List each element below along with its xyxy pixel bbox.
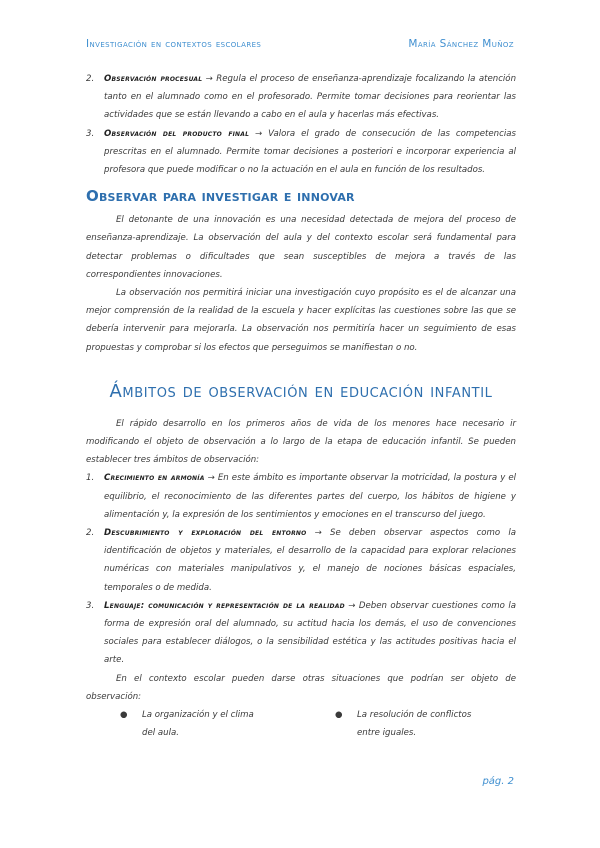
- bullet-text: La resolución de conflictos entre iguales.: [357, 710, 472, 739]
- item-text: Deben observar cuestiones como la forma de expresión oral del alumnado, su actitud hacia los demás, el uso de convenciones sociales para establecer diálogos, o la sensibilidad estética y las actitudes positivas hacia el arte.: [104, 600, 516, 666]
- arrow-right-icon: →: [314, 528, 322, 539]
- bullet-column: [86, 706, 301, 742]
- list-item: [301, 706, 516, 742]
- arrow-right-icon: →: [205, 74, 213, 84]
- item-text: Regula el proceso de enseñanza-aprendizaje focalizando la atención tanto en el alumnado como en el profesorado. Permite tomar decisiones para reorientar las actividades que se están llevando a cabo en el aula y hacerlas más efectivas.: [104, 74, 517, 121]
- item-text: Se deben observar aspectos como la identificación de objetos y materiales, el desarrollo de la capacidad para explorar relaciones numéricas con materiales manipulativos y, el manejo de nociones básicas espaciales, temporales o de medida.: [104, 528, 517, 593]
- header-author-name: María Sánchez Muñoz: [408, 38, 514, 50]
- scope-item: [86, 597, 516, 670]
- page-content: [86, 70, 516, 743]
- item-number: 2.: [86, 528, 95, 539]
- item-number: 3.: [86, 128, 95, 139]
- observation-type-item: [86, 70, 516, 125]
- observation-type-item: [86, 125, 516, 180]
- item-lead: Crecimiento en armonía: [104, 473, 205, 484]
- bullet-dot-icon: ●: [120, 710, 128, 721]
- page-number: pág. 2: [482, 776, 514, 787]
- item-number: 2.: [86, 74, 95, 84]
- item-number: 3.: [86, 600, 95, 611]
- section-heading-ambitos: Ámbitos de observación en educación infantil: [109, 380, 493, 402]
- page-header: [86, 38, 514, 54]
- item-lead: Descubrimiento y exploración del entorno: [104, 528, 307, 539]
- header-course-title: Investigación en contextos escolares: [86, 38, 262, 50]
- paragraph: La observación nos permitirá iniciar una investigación cuyo propósito es el de alcanzar una mejor comprensión de la realidad de la escuela y hacer explícitas las cuestiones sobre las que se debería intervenir para mejorarla. La observación nos permitiría hacer un seguimiento de esas propuestas y comprobar si los efectos que perseguimos se manifiestan o no.: [86, 288, 516, 353]
- scope-item: [86, 524, 516, 597]
- item-text: Valora el grado de consecución de las competencias prescritas en el alumnado. Permite tomar decisiones a posteriori e incorporar experiencia al profesora que puede modificar o no la actuación en el aula en función de los resultados.: [104, 128, 516, 176]
- item-text: En este ámbito es importante observar la motricidad, la postura y el equilibrio, el reconocimiento de las diferentes partes del cuerpo, los hábitos de higiene y alimentación y, la expresión de los sentimientos y emociones en el transcurso del juego.: [104, 473, 517, 520]
- arrow-right-icon: →: [207, 473, 215, 484]
- list-item: [86, 706, 301, 742]
- paragraph: El detonante de una innovación es una necesidad detectada de mejora del proceso de enseñanza-aprendizaje. La observación del aula y del contexto escolar será fundamental para detectar problemas o dificultades que sean susceptibles de mejora a través de las correspondientes innovaciones.: [86, 215, 516, 280]
- arrow-right-icon: →: [348, 600, 356, 611]
- item-lead: Observación del producto final: [104, 128, 250, 139]
- item-number: 1.: [86, 473, 95, 484]
- item-lead: Observación procesual: [104, 74, 203, 84]
- bullet-text: La organización y el clima del aula.: [142, 710, 254, 739]
- scope-item: [86, 469, 516, 524]
- section-heading-observar: Observar para investigar e innovar: [86, 187, 355, 206]
- bullet-column: [301, 706, 516, 742]
- paragraph-intro: El rápido desarrollo en los primeros años de vida de los menores hace necesario ir modificando el objeto de observación a lo largo de la etapa de educación infantil. Se pueden establecer tres ámbitos de observación:: [86, 418, 516, 466]
- bullet-list: [86, 706, 516, 742]
- bullet-dot-icon: ●: [335, 710, 343, 721]
- paragraph-closing: En el contexto escolar pueden darse otras situaciones que podrían ser objeto de observación:: [86, 673, 516, 702]
- arrow-right-icon: →: [255, 128, 263, 139]
- item-lead: Lenguaje: comunicación y representación de la realidad: [104, 600, 345, 611]
